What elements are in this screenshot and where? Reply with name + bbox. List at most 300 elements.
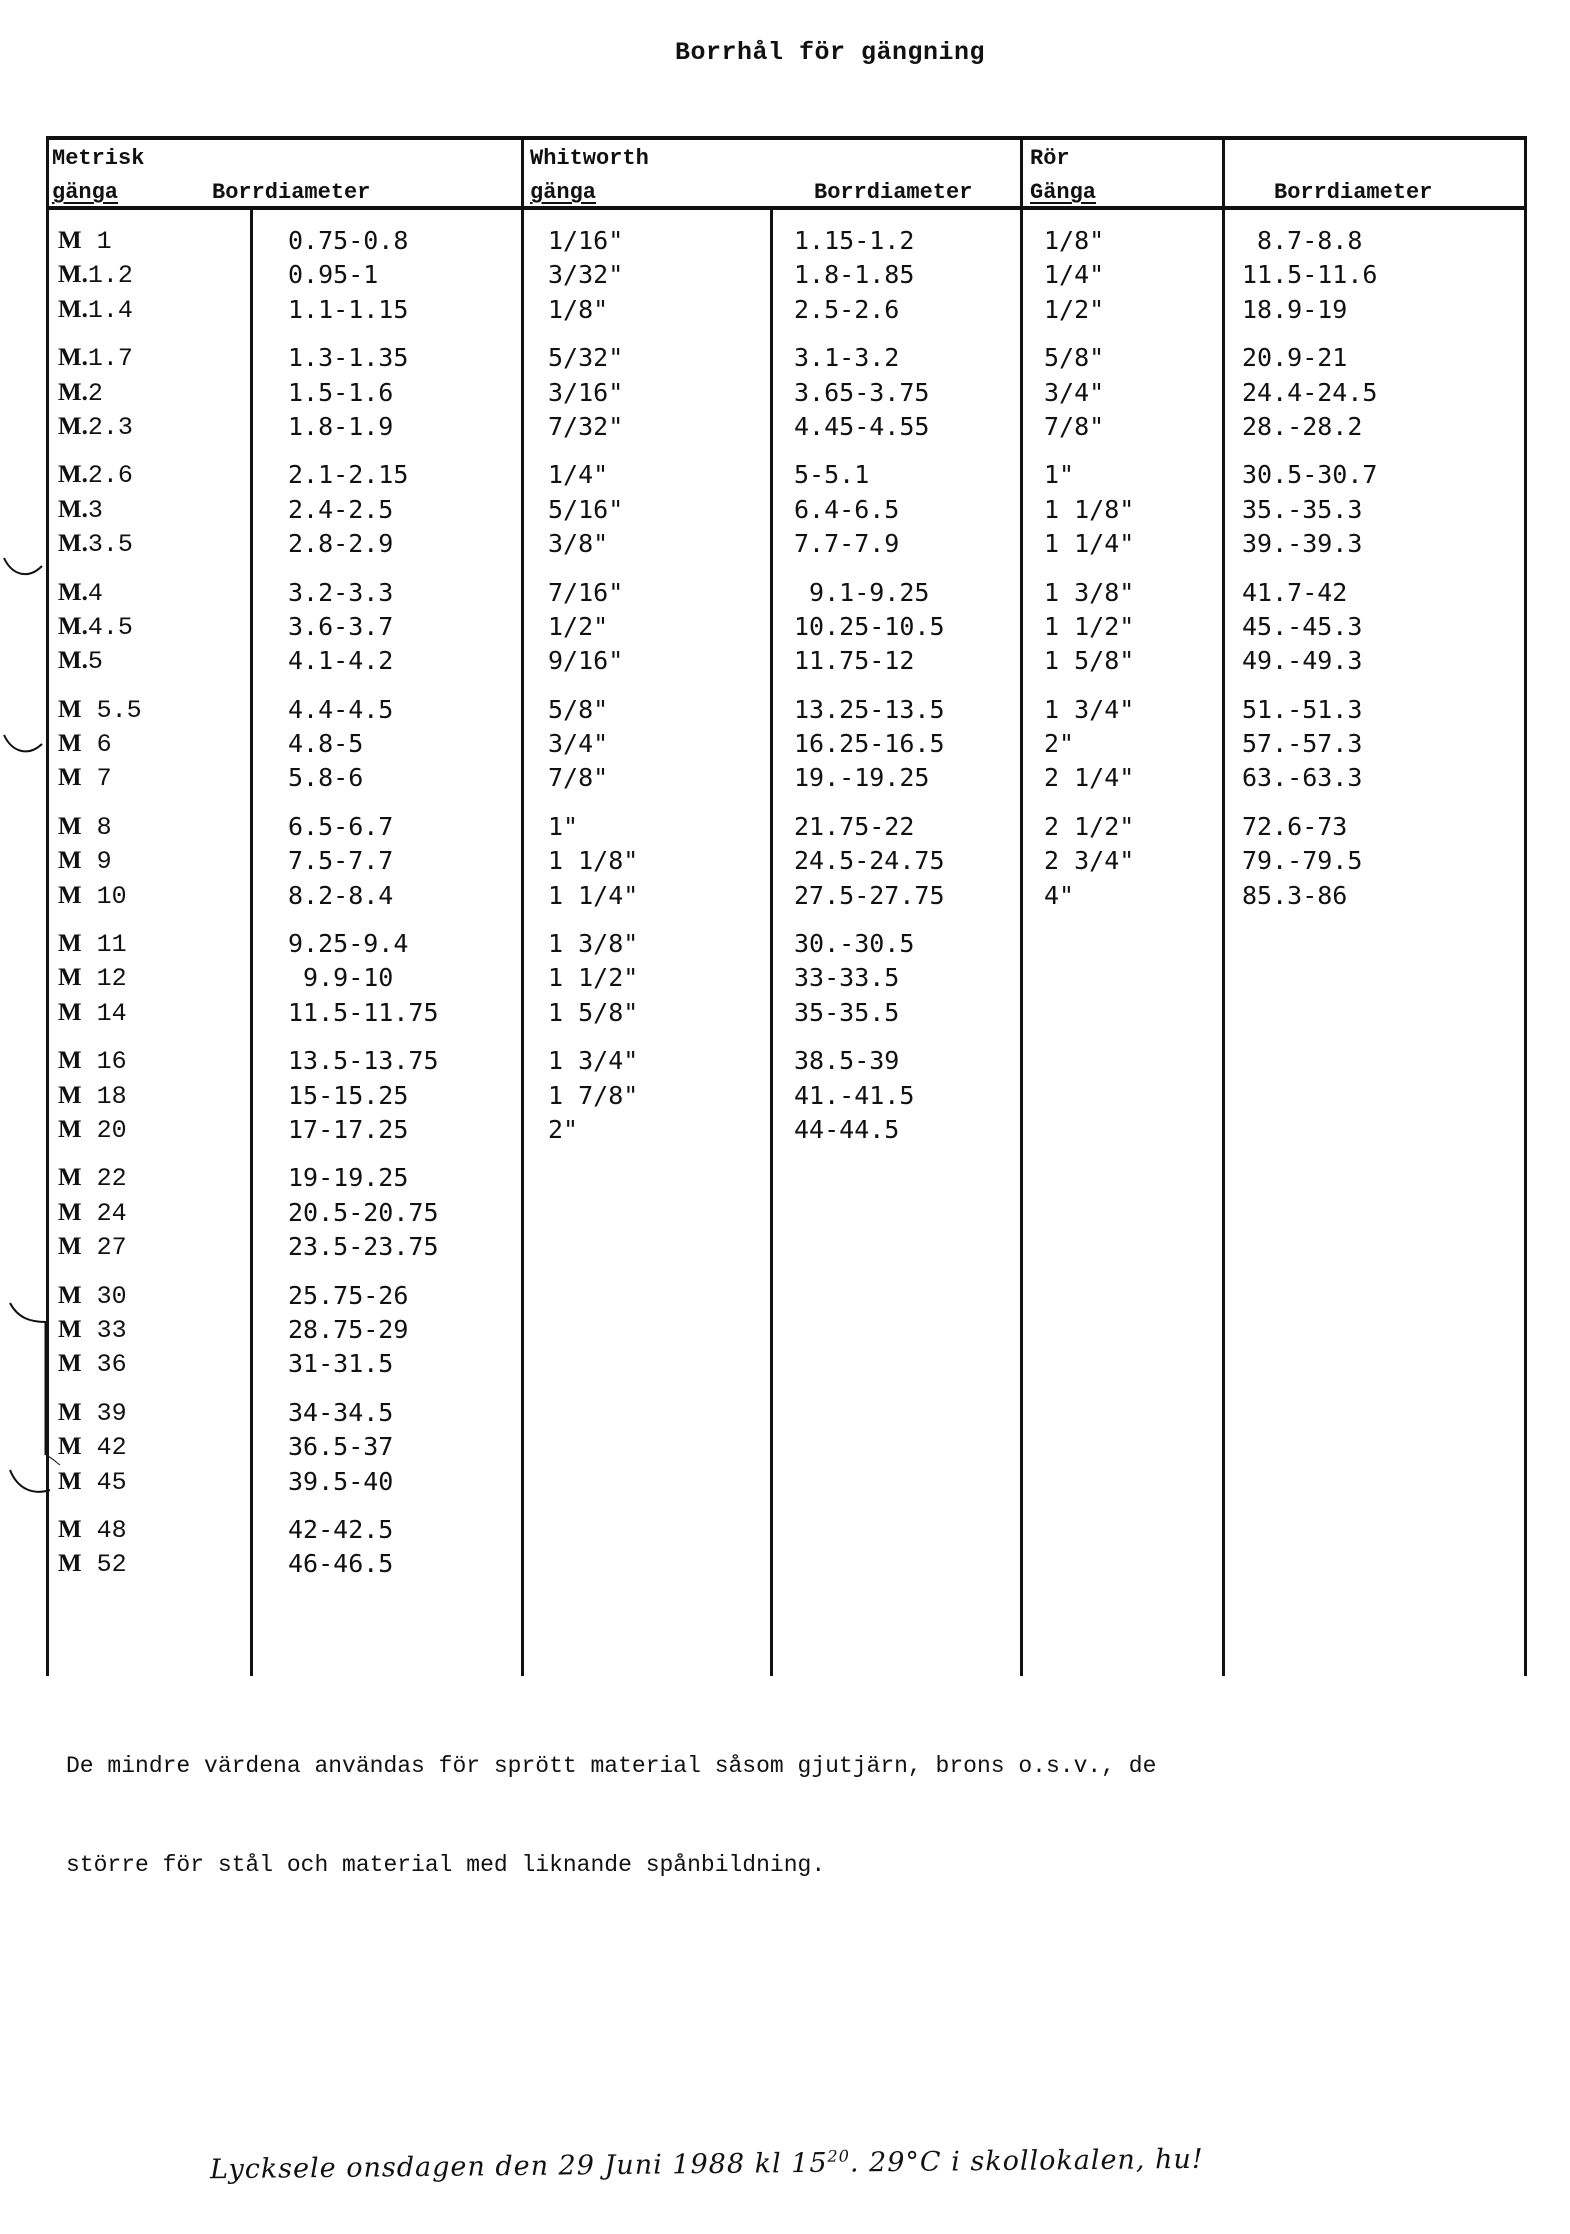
pipe-drill-group bbox=[1242, 576, 1377, 679]
whitworth-thread-cell: 3/4" bbox=[548, 729, 609, 759]
metric-drill-cell: 13.5-13.75 bbox=[288, 1046, 439, 1076]
header-whitworth-thread bbox=[530, 142, 649, 210]
metric-prefix: M. bbox=[58, 578, 88, 606]
whitworth-drill-cell: 11.75-12 bbox=[794, 646, 915, 676]
pipe-drill-cell: 28.-28.2 bbox=[1242, 411, 1363, 441]
metric-drill-cell: 23.5-23.75 bbox=[288, 1232, 439, 1262]
metric-thread-cell bbox=[58, 727, 142, 761]
metric-drill-cell: 3.2-3.3 bbox=[288, 577, 394, 607]
metric-thread-cell bbox=[58, 410, 142, 444]
pipe-drill-cell: 49.-49.3 bbox=[1242, 646, 1363, 676]
pipe-thread-cell: 1" bbox=[1044, 460, 1075, 490]
metric-thread-cell bbox=[58, 458, 142, 492]
metric-size: 1.7 bbox=[87, 344, 133, 374]
whitworth-drill-cell: 41.-41.5 bbox=[794, 1080, 915, 1110]
pipe-thread-group bbox=[1044, 341, 1134, 444]
whitworth-thread-cell: 1 5/8" bbox=[548, 997, 639, 1027]
footnote bbox=[66, 1684, 1156, 1915]
whitworth-drill-cell: 9.1-9.25 bbox=[794, 577, 930, 607]
metric-thread-cell bbox=[58, 1161, 142, 1195]
metric-thread-cell bbox=[58, 341, 142, 375]
pipe-thread-cell: 7/8" bbox=[1044, 411, 1105, 441]
whitworth-thread-cell: 5/32" bbox=[548, 343, 624, 373]
metric-drill-cell: 42-42.5 bbox=[288, 1514, 394, 1544]
metric-size: 10 bbox=[81, 881, 127, 911]
metric-drill-group bbox=[288, 1161, 439, 1264]
whitworth-drill-cell: 19.-19.25 bbox=[794, 763, 930, 793]
pipe-thread-group bbox=[1044, 458, 1134, 561]
metric-size: 30 bbox=[81, 1281, 127, 1311]
whitworth-thread-group bbox=[548, 224, 638, 327]
pipe-drill-cell: 8.7-8.8 bbox=[1242, 226, 1363, 255]
whitworth-thread-cell: 1/4" bbox=[548, 460, 609, 490]
metric-prefix: M. bbox=[58, 378, 88, 406]
metric-thread-cell bbox=[58, 1396, 142, 1430]
pipe-drill-cell: 45.-45.3 bbox=[1242, 611, 1363, 641]
metric-drill-cell: 4.1-4.2 bbox=[288, 646, 394, 676]
pipe-drill-cell: 72.6-73 bbox=[1242, 811, 1348, 841]
metric-thread-group bbox=[58, 810, 142, 913]
metric-prefix: M bbox=[58, 847, 82, 875]
metric-prefix: M bbox=[58, 881, 82, 909]
metric-drill-group bbox=[288, 693, 439, 796]
pipe-drill-group bbox=[1242, 458, 1377, 561]
metric-thread-cell bbox=[58, 1513, 142, 1547]
whitworth-drill-group bbox=[794, 576, 945, 679]
whitworth-thread-cell: 1/8" bbox=[548, 294, 609, 324]
footnote-line-1: De mindre värdena användas för sprött material såsom gjutjärn, brons o.s.v., de bbox=[66, 1753, 1157, 1779]
whitworth-thread-cell: 1 7/8" bbox=[548, 1080, 639, 1110]
metric-size: 42 bbox=[81, 1433, 127, 1463]
metric-thread-cell bbox=[58, 693, 142, 727]
metric-prefix: M bbox=[58, 1164, 82, 1192]
metric-drill-cell: 2.8-2.9 bbox=[288, 529, 394, 559]
header-whitworth-line2: gänga bbox=[530, 180, 597, 205]
whitworth-drill-cell: 7.7-7.9 bbox=[794, 529, 900, 559]
metric-prefix: M bbox=[58, 1467, 82, 1495]
pipe-thread-cell: 2 1/4" bbox=[1044, 763, 1135, 793]
header-pipe-drill: Borrdiameter bbox=[1274, 180, 1433, 205]
pipe-thread-group bbox=[1044, 576, 1134, 679]
pipe-drill-cell: 51.-51.3 bbox=[1242, 694, 1363, 724]
whitworth-drill-cell: 5-5.1 bbox=[794, 460, 870, 490]
metric-prefix: M. bbox=[58, 530, 88, 558]
metric-thread-group bbox=[58, 1513, 142, 1582]
footnote-line-2: större för stål och material med liknande spånbildning. bbox=[66, 1852, 826, 1878]
metric-size: 4.5 bbox=[87, 612, 133, 642]
pipe-drill-cell: 39.-39.3 bbox=[1242, 529, 1363, 559]
metric-thread-cell bbox=[58, 1079, 142, 1113]
whitworth-thread-cell: 3/32" bbox=[548, 260, 624, 290]
metric-size: 52 bbox=[81, 1550, 127, 1580]
metric-size: 2.3 bbox=[87, 412, 133, 442]
metric-thread-cell bbox=[58, 1044, 142, 1078]
metric-size: 1 bbox=[81, 227, 112, 256]
metric-drill-cell: 36.5-37 bbox=[288, 1432, 394, 1462]
whitworth-thread-group bbox=[548, 693, 638, 796]
metric-thread-cell bbox=[58, 1230, 142, 1264]
metric-thread-cell bbox=[58, 1347, 142, 1381]
metric-size: 6 bbox=[81, 730, 112, 760]
metric-drill-cell: 20.5-20.75 bbox=[288, 1197, 439, 1227]
header-pipe-line2: Gänga bbox=[1030, 180, 1097, 205]
whitworth-thread-group bbox=[548, 1044, 638, 1147]
metric-thread-cell bbox=[58, 927, 142, 961]
metric-prefix: M. bbox=[58, 461, 88, 489]
whitworth-drill-cell: 3.1-3.2 bbox=[794, 343, 900, 373]
metric-prefix: M bbox=[58, 964, 82, 992]
metric-thread-group bbox=[58, 693, 142, 796]
metric-drill-group bbox=[288, 1513, 439, 1582]
metric-drill-cell: 1.1-1.15 bbox=[288, 294, 409, 324]
metric-prefix: M bbox=[58, 812, 82, 840]
whitworth-thread-cell: 5/16" bbox=[548, 494, 624, 524]
whitworth-thread-cell: 5/8" bbox=[548, 694, 609, 724]
metric-thread-group bbox=[58, 224, 142, 327]
pipe-drill-cell: 18.9-19 bbox=[1242, 294, 1348, 324]
metric-size: 1.2 bbox=[87, 261, 133, 291]
whitworth-drill-cell: 38.5-39 bbox=[794, 1046, 900, 1076]
metric-prefix: M bbox=[58, 1398, 82, 1426]
metric-size: 7 bbox=[81, 764, 112, 794]
pipe-thread-group bbox=[1044, 810, 1134, 913]
metric-drill-cell: 25.75-26 bbox=[288, 1280, 409, 1310]
whitworth-thread-cell: 1 3/8" bbox=[548, 929, 639, 959]
metric-prefix: M bbox=[58, 1515, 82, 1543]
pipe-thread-cell: 1/2" bbox=[1044, 294, 1105, 324]
metric-drill-cell: 39.5-40 bbox=[288, 1466, 394, 1496]
whitworth-thread-cell: 7/32" bbox=[548, 411, 624, 441]
whitworth-drill-group bbox=[794, 810, 945, 913]
metric-thread-cell bbox=[58, 1465, 142, 1499]
metric-thread-cell bbox=[58, 258, 142, 292]
whitworth-drill-cell: 6.4-6.5 bbox=[794, 494, 900, 524]
metric-prefix: M. bbox=[58, 295, 88, 323]
metric-size: 45 bbox=[81, 1467, 127, 1497]
metric-thread-group bbox=[58, 927, 142, 1030]
pipe-drill-cell: 24.4-24.5 bbox=[1242, 377, 1378, 407]
header-metric-thread bbox=[52, 142, 144, 210]
metric-size: 27 bbox=[81, 1233, 127, 1263]
header-pipe-line1: Rör bbox=[1030, 146, 1070, 171]
whitworth-thread-group bbox=[548, 458, 638, 561]
whitworth-thread-cell: 3/16" bbox=[548, 377, 624, 407]
column-divider bbox=[46, 136, 49, 1676]
handwritten-superscript: 20 bbox=[827, 2146, 850, 2166]
whitworth-thread-cell: 1/2" bbox=[548, 611, 609, 641]
pipe-thread-cell: 1 3/4" bbox=[1044, 694, 1135, 724]
pipe-thread-cell: 5/8" bbox=[1044, 343, 1105, 373]
metric-thread-cell bbox=[58, 879, 142, 913]
metric-drill-cell: 4.4-4.5 bbox=[288, 694, 394, 724]
metric-size: 11 bbox=[81, 930, 127, 960]
whitworth-thread-group bbox=[548, 341, 638, 444]
header-metric-line2: gänga bbox=[52, 180, 119, 205]
whitworth-drill-group bbox=[794, 927, 945, 1030]
metric-drill-cell: 9.9-10 bbox=[288, 963, 394, 993]
metric-size: 4 bbox=[87, 578, 103, 608]
metric-prefix: M bbox=[58, 1047, 82, 1075]
column-divider bbox=[1524, 136, 1527, 1676]
metric-prefix: M bbox=[58, 1315, 82, 1343]
whitworth-drill-cell: 30.-30.5 bbox=[794, 929, 915, 959]
metric-drill-cell: 8.2-8.4 bbox=[288, 880, 394, 910]
metric-drill-group bbox=[288, 1279, 439, 1382]
metric-prefix: M bbox=[58, 1233, 82, 1261]
metric-prefix: M. bbox=[58, 344, 88, 372]
metric-size: 16 bbox=[81, 1047, 127, 1077]
metric-thread-cell bbox=[58, 576, 142, 610]
page-title: Borrhål för gängning bbox=[674, 38, 986, 67]
metric-drill-group bbox=[288, 810, 439, 913]
metric-thread-cell bbox=[58, 1430, 142, 1464]
metric-thread-cell bbox=[58, 1279, 142, 1313]
metric-drill-group bbox=[288, 341, 439, 444]
whitworth-drill-cell: 1.15-1.2 bbox=[794, 226, 915, 255]
metric-drill-cell: 28.75-29 bbox=[288, 1314, 409, 1344]
metric-drill-cell: 19-19.25 bbox=[288, 1163, 409, 1193]
header-metric-drill: Borrdiameter bbox=[212, 180, 371, 205]
pipe-drill-group bbox=[1242, 341, 1377, 444]
pipe-drill-cell: 79.-79.5 bbox=[1242, 846, 1363, 876]
metric-thread-cell bbox=[58, 961, 142, 995]
metric-prefix: M. bbox=[58, 647, 88, 675]
metric-size: 18 bbox=[81, 1081, 127, 1111]
metric-drill-group bbox=[288, 458, 439, 561]
pipe-thread-group bbox=[1044, 693, 1134, 796]
pipe-thread-cell: 2 1/2" bbox=[1044, 811, 1135, 841]
metric-drill-cell: 31-31.5 bbox=[288, 1349, 394, 1379]
metric-drill-group bbox=[288, 1044, 439, 1147]
metric-size: 3 bbox=[87, 495, 103, 525]
metric-prefix: M. bbox=[58, 495, 88, 523]
whitworth-thread-column bbox=[548, 224, 638, 1161]
metric-drill-cell: 11.5-11.75 bbox=[288, 997, 439, 1027]
metric-prefix: M bbox=[58, 695, 82, 723]
handwritten-annotation bbox=[210, 2143, 1204, 2185]
metric-drill-cell: 1.8-1.9 bbox=[288, 411, 394, 441]
whitworth-thread-cell: 3/8" bbox=[548, 529, 609, 559]
metric-drill-cell: 2.4-2.5 bbox=[288, 494, 394, 524]
whitworth-drill-column bbox=[794, 224, 945, 1161]
metric-thread-cell bbox=[58, 1196, 142, 1230]
metric-drill-group bbox=[288, 1396, 439, 1499]
pipe-drill-cell: 57.-57.3 bbox=[1242, 729, 1363, 759]
pipe-thread-column bbox=[1044, 224, 1134, 927]
metric-drill-cell: 46-46.5 bbox=[288, 1549, 394, 1579]
metric-size: 20 bbox=[81, 1115, 127, 1145]
pipe-thread-cell: 3/4" bbox=[1044, 377, 1105, 407]
pipe-drill-column bbox=[1242, 224, 1377, 927]
metric-drill-cell: 2.1-2.15 bbox=[288, 460, 409, 490]
metric-size: 2 bbox=[87, 378, 103, 408]
metric-prefix: M bbox=[58, 227, 82, 254]
column-divider bbox=[1020, 136, 1023, 1676]
pipe-drill-group bbox=[1242, 693, 1377, 796]
drill-size-table bbox=[46, 136, 1526, 1676]
header-whitworth-line1: Whitworth bbox=[530, 146, 649, 171]
metric-size: 12 bbox=[81, 964, 127, 994]
metric-prefix: M bbox=[58, 998, 82, 1026]
metric-drill-column bbox=[288, 224, 439, 1596]
metric-drill-cell: 3.6-3.7 bbox=[288, 611, 394, 641]
metric-size: 9 bbox=[81, 847, 112, 877]
pipe-thread-cell: 1 1/4" bbox=[1044, 529, 1135, 559]
header-pipe-thread bbox=[1030, 142, 1096, 210]
pipe-thread-cell: 1/8" bbox=[1044, 226, 1105, 255]
pipe-drill-cell: 11.5-11.6 bbox=[1242, 260, 1378, 290]
whitworth-thread-cell: 1" bbox=[548, 811, 579, 841]
metric-size: 2.6 bbox=[87, 461, 133, 491]
whitworth-thread-group bbox=[548, 810, 638, 913]
metric-thread-cell bbox=[58, 810, 142, 844]
whitworth-drill-group bbox=[794, 458, 945, 561]
metric-size: 48 bbox=[81, 1515, 127, 1545]
metric-thread-cell bbox=[58, 761, 142, 795]
metric-size: 5 bbox=[87, 647, 103, 677]
header-whitworth-drill: Borrdiameter bbox=[814, 180, 973, 205]
metric-size: 22 bbox=[81, 1164, 127, 1194]
metric-drill-cell: 0.75-0.8 bbox=[288, 226, 409, 255]
metric-thread-cell bbox=[58, 610, 142, 644]
metric-thread-cell bbox=[58, 224, 142, 258]
pipe-drill-group bbox=[1242, 224, 1377, 327]
table-top-border bbox=[46, 136, 1526, 140]
metric-thread-group bbox=[58, 341, 142, 444]
metric-drill-cell: 9.25-9.4 bbox=[288, 929, 409, 959]
metric-prefix: M bbox=[58, 1433, 82, 1461]
metric-thread-group bbox=[58, 576, 142, 679]
metric-thread-group bbox=[58, 1396, 142, 1499]
metric-drill-cell: 7.5-7.7 bbox=[288, 846, 394, 876]
metric-prefix: M bbox=[58, 1081, 82, 1109]
metric-prefix: M bbox=[58, 764, 82, 792]
metric-thread-cell bbox=[58, 996, 142, 1030]
column-divider bbox=[521, 136, 524, 1676]
metric-thread-cell bbox=[58, 644, 142, 678]
whitworth-thread-cell: 1/16" bbox=[548, 226, 624, 255]
whitworth-drill-group bbox=[794, 1044, 945, 1147]
pipe-drill-cell: 30.5-30.7 bbox=[1242, 460, 1378, 490]
header-metric-line1: Metrisk bbox=[52, 146, 145, 171]
metric-size: 8 bbox=[81, 812, 112, 842]
whitworth-thread-cell: 1 1/4" bbox=[548, 880, 639, 910]
whitworth-drill-cell: 10.25-10.5 bbox=[794, 611, 945, 641]
metric-size: 39 bbox=[81, 1398, 127, 1428]
metric-prefix: M bbox=[58, 1550, 82, 1578]
whitworth-drill-cell: 4.45-4.55 bbox=[794, 411, 930, 441]
whitworth-drill-group bbox=[794, 341, 945, 444]
column-divider bbox=[1222, 136, 1225, 1676]
whitworth-thread-cell: 1 1/8" bbox=[548, 846, 639, 876]
whitworth-thread-cell: 9/16" bbox=[548, 646, 624, 676]
whitworth-thread-cell: 1 3/4" bbox=[548, 1046, 639, 1076]
metric-drill-group bbox=[288, 576, 439, 679]
metric-drill-cell: 17-17.25 bbox=[288, 1114, 409, 1144]
pipe-drill-cell: 63.-63.3 bbox=[1242, 763, 1363, 793]
metric-thread-cell bbox=[58, 1113, 142, 1147]
whitworth-drill-group bbox=[794, 693, 945, 796]
whitworth-drill-cell: 16.25-16.5 bbox=[794, 729, 945, 759]
pipe-drill-cell: 35.-35.3 bbox=[1242, 494, 1363, 524]
metric-size: 33 bbox=[81, 1315, 127, 1345]
pipe-drill-cell: 85.3-86 bbox=[1242, 880, 1348, 910]
metric-prefix: M bbox=[58, 1350, 82, 1378]
whitworth-drill-cell: 24.5-24.75 bbox=[794, 846, 945, 876]
whitworth-drill-cell: 44-44.5 bbox=[794, 1114, 900, 1144]
metric-drill-cell: 1.5-1.6 bbox=[288, 377, 394, 407]
whitworth-drill-cell: 21.75-22 bbox=[794, 811, 915, 841]
whitworth-thread-cell: 1 1/2" bbox=[548, 963, 639, 993]
metric-size: 3.5 bbox=[87, 530, 133, 560]
metric-thread-cell bbox=[58, 844, 142, 878]
pipe-thread-cell: 1 1/2" bbox=[1044, 611, 1135, 641]
whitworth-thread-cell: 7/16" bbox=[548, 577, 624, 607]
pipe-thread-cell: 1 5/8" bbox=[1044, 646, 1135, 676]
metric-thread-group bbox=[58, 1279, 142, 1382]
pipe-thread-group bbox=[1044, 224, 1134, 327]
metric-drill-cell: 15-15.25 bbox=[288, 1080, 409, 1110]
pipe-thread-cell: 2 3/4" bbox=[1044, 846, 1135, 876]
metric-size: 24 bbox=[81, 1198, 127, 1228]
whitworth-drill-cell: 33-33.5 bbox=[794, 963, 900, 993]
whitworth-thread-group bbox=[548, 576, 638, 679]
pipe-drill-cell: 41.7-42 bbox=[1242, 577, 1348, 607]
whitworth-drill-group bbox=[794, 224, 945, 327]
whitworth-thread-cell: 2" bbox=[548, 1114, 579, 1144]
column-divider bbox=[770, 208, 773, 1676]
pipe-thread-cell: 2" bbox=[1044, 729, 1075, 759]
metric-thread-cell bbox=[58, 1313, 142, 1347]
handwritten-text: Lycksele onsdagen den 29 Juni 1988 kl 15 bbox=[209, 2147, 828, 2186]
metric-drill-cell: 5.8-6 bbox=[288, 763, 364, 793]
metric-prefix: M bbox=[58, 1281, 82, 1309]
metric-thread-group bbox=[58, 458, 142, 561]
whitworth-thread-cell: 7/8" bbox=[548, 763, 609, 793]
whitworth-drill-cell: 1.8-1.85 bbox=[794, 260, 915, 290]
metric-size: 36 bbox=[81, 1350, 127, 1380]
whitworth-drill-cell: 3.65-3.75 bbox=[794, 377, 930, 407]
pipe-drill-cell: 20.9-21 bbox=[1242, 343, 1348, 373]
metric-prefix: M bbox=[58, 1198, 82, 1226]
metric-thread-cell bbox=[58, 293, 142, 327]
pipe-thread-cell: 4" bbox=[1044, 880, 1075, 910]
metric-drill-group bbox=[288, 224, 439, 327]
whitworth-drill-cell: 2.5-2.6 bbox=[794, 294, 900, 324]
metric-thread-group bbox=[58, 1161, 142, 1264]
metric-prefix: M. bbox=[58, 261, 88, 289]
metric-thread-group bbox=[58, 1044, 142, 1147]
metric-drill-cell: 1.3-1.35 bbox=[288, 343, 409, 373]
metric-thread-cell bbox=[58, 376, 142, 410]
whitworth-drill-cell: 13.25-13.5 bbox=[794, 694, 945, 724]
metric-drill-cell: 4.8-5 bbox=[288, 729, 364, 759]
metric-prefix: M. bbox=[58, 612, 88, 640]
metric-prefix: M bbox=[58, 730, 82, 758]
metric-size: 1.4 bbox=[87, 295, 133, 325]
metric-prefix: M. bbox=[58, 412, 88, 440]
whitworth-drill-cell: 35-35.5 bbox=[794, 997, 900, 1027]
metric-prefix: M bbox=[58, 1115, 82, 1143]
metric-size: 5.5 bbox=[81, 695, 142, 725]
whitworth-drill-cell: 27.5-27.75 bbox=[794, 880, 945, 910]
whitworth-thread-group bbox=[548, 927, 638, 1030]
metric-drill-group bbox=[288, 927, 439, 1030]
pipe-thread-cell: 1/4" bbox=[1044, 260, 1105, 290]
pipe-thread-cell: 1 3/8" bbox=[1044, 577, 1135, 607]
metric-thread-column bbox=[58, 224, 142, 1596]
metric-size: 14 bbox=[81, 998, 127, 1028]
